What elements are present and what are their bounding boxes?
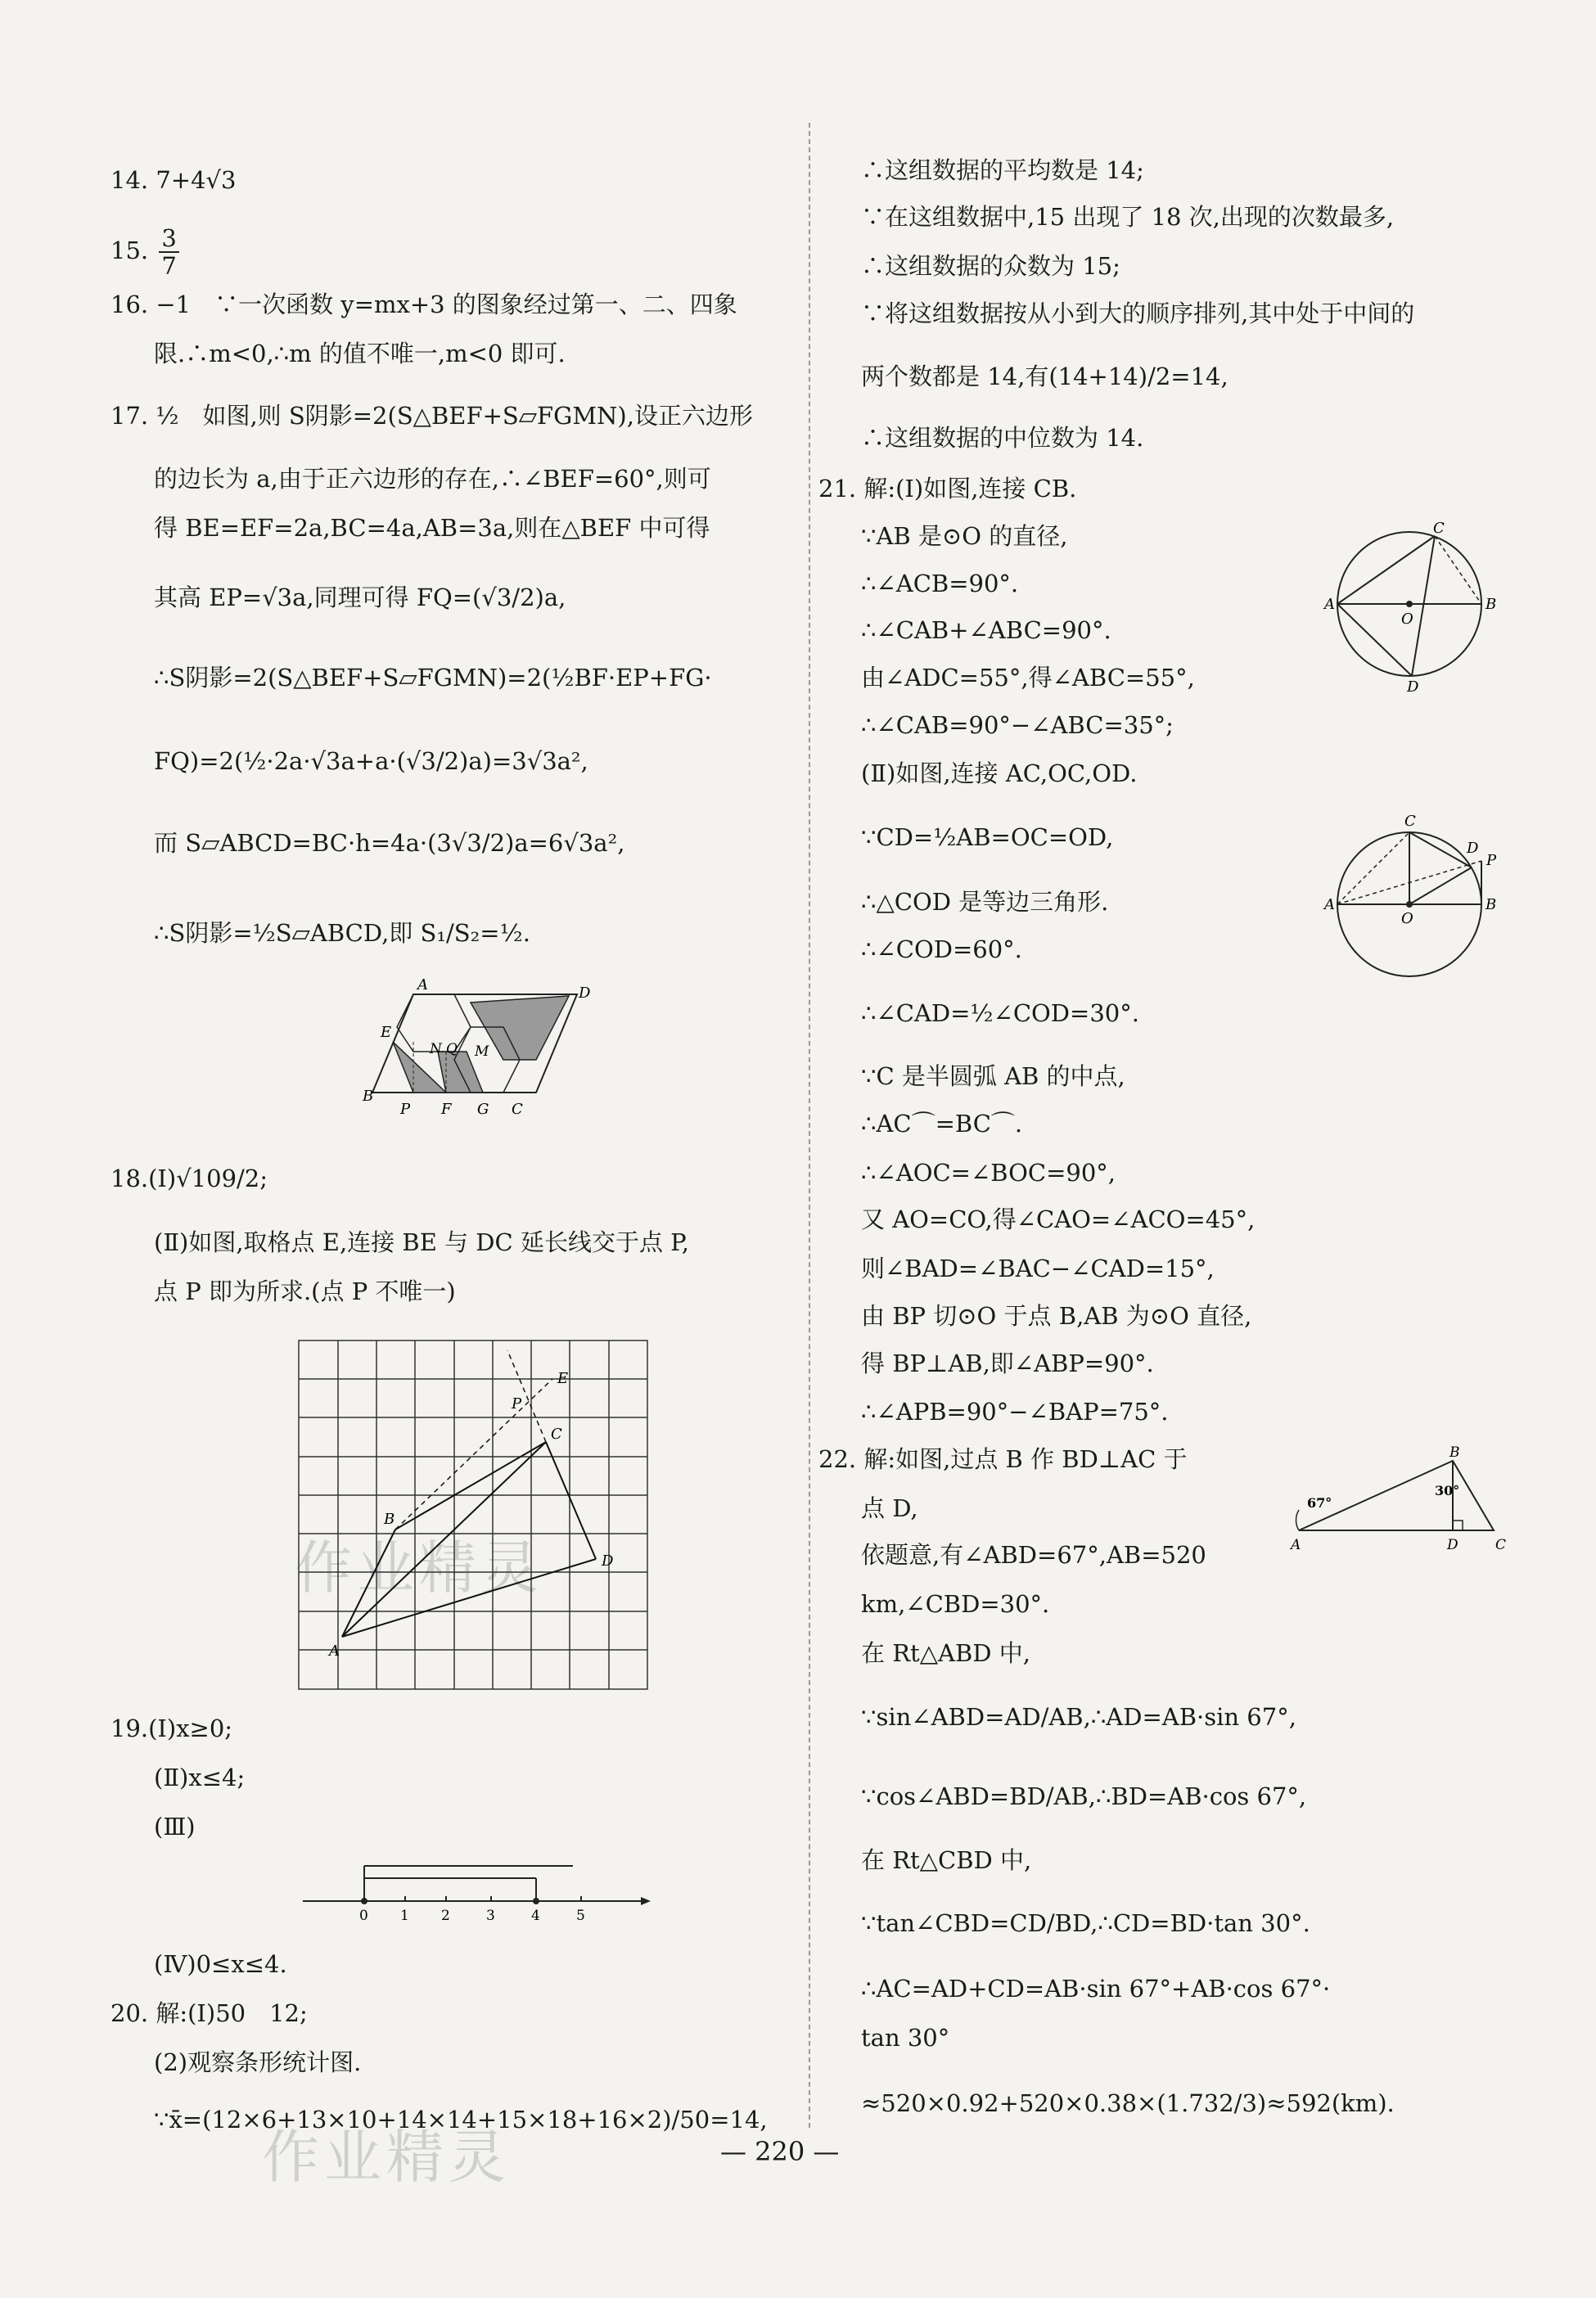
answer-20-median-calc: 两个数都是 14,有(14+14)/2=14,	[861, 363, 1229, 390]
answer-19-line1: 19.(Ⅰ)x≥0;	[110, 1714, 233, 1742]
watermark: 作业精灵	[295, 1534, 543, 1602]
hex-label-M: M	[475, 1043, 489, 1060]
answer-22-line5: 在 Rt△ABD 中,	[861, 1639, 1030, 1667]
answer-14: 14. 7+4√3	[110, 166, 237, 194]
answer-20-median-reason: ∵将这组数据按从小到大的顺序排列,其中处于中间的	[861, 300, 1415, 327]
answer-21-line10: ∴∠COD=60°.	[861, 935, 1022, 963]
answer-22-line10: ∴AC=AD+CD=AB·sin 67°+AB·cos 67°·	[861, 1975, 1331, 2003]
circle2-label-O: O	[1401, 910, 1413, 927]
answer-21-line6: ∴∠CAB=90°−∠ABC=35°;	[861, 711, 1174, 739]
hex-label-D: D	[579, 985, 591, 1002]
answer-22-line8: 在 Rt△CBD 中,	[861, 1846, 1032, 1874]
page-number: — 220 —	[720, 2136, 840, 2167]
answer-22-line3: 依题意,有∠ABD=67°,AB=520	[861, 1541, 1206, 1569]
triangle-angle-30: 30°	[1435, 1483, 1460, 1498]
answer-22-line7: ∵cos∠ABD=BD/AB,∴BD=AB·cos 67°,	[861, 1782, 1307, 1810]
triangle-label-A: A	[1291, 1537, 1301, 1553]
answer-20-mode: ∴这组数据的众数为 15;	[861, 252, 1120, 280]
watermark-bottom: 作业精灵	[262, 2124, 511, 2191]
triangle-angle-67: 67°	[1307, 1495, 1332, 1511]
grid-label-A: A	[329, 1642, 340, 1660]
answer-21-line12: ∵C 是半圆弧 AB 的中点,	[861, 1062, 1125, 1090]
answer-15-label: 15.	[110, 237, 149, 264]
answer-20-line2: (2)观察条形统计图.	[154, 2048, 362, 2076]
answer-21-line5: 由∠ADC=55°,得∠ABC=55°,	[861, 664, 1195, 692]
answer-18-line1: 18.(Ⅰ)√109/2;	[110, 1165, 268, 1192]
column-divider	[809, 123, 810, 2128]
circle2-label-C: C	[1404, 813, 1416, 830]
answer-21-line9: ∴△COD 是等边三角形.	[861, 888, 1109, 916]
answer-21-line16: 则∠BAD=∠BAC−∠CAD=15°,	[861, 1255, 1215, 1282]
answer-22-line12: ≈520×0.92+520×0.38×(1.732/3)≈592(km).	[861, 2089, 1395, 2117]
answer-21-line1: 21. 解:(Ⅰ)如图,连接 CB.	[818, 475, 1077, 502]
answer-21-line7: (Ⅱ)如图,连接 AC,OC,OD.	[861, 759, 1138, 787]
answer-16-line2: 限.∴m<0,∴m 的值不唯一,m<0 即可.	[154, 340, 566, 367]
numberline-label-4: 4	[531, 1908, 540, 1924]
circle-figure-1	[1326, 522, 1506, 694]
hex-label-C: C	[512, 1101, 523, 1118]
numberline-label-3: 3	[486, 1908, 495, 1924]
grid-label-E: E	[557, 1370, 569, 1387]
answer-17-line6: FQ)=2(½·2a·√3a+a·(√3/2)a)=3√3a²,	[154, 747, 588, 775]
answer-17-line8: ∴S阴影=½S▱ABCD,即 S₁/S₂=½.	[154, 919, 530, 947]
hex-label-N: N	[430, 1041, 442, 1057]
answer-22-line9: ∵tan∠CBD=CD/BD,∴CD=BD·tan 30°.	[861, 1909, 1310, 1937]
answer-19-line3: (Ⅲ)	[154, 1813, 196, 1841]
grid-label-D: D	[602, 1552, 614, 1570]
hex-label-F: F	[441, 1101, 452, 1118]
answer-21-line8: ∵CD=½AB=OC=OD,	[861, 823, 1114, 851]
circle1-label-A: A	[1324, 596, 1335, 613]
answer-21-line13: ∴AC⌒=BC⌒.	[861, 1110, 1023, 1138]
answer-15-fraction: $\frac{3}{7}$	[159, 225, 178, 279]
numberline-label-1: 1	[400, 1908, 409, 1924]
triangle-label-C: C	[1495, 1537, 1507, 1553]
hexagon-parallelogram-figure	[364, 978, 610, 1125]
numberline-label-0: 0	[359, 1908, 368, 1924]
numberline-label-2: 2	[441, 1908, 450, 1924]
circle2-label-B: B	[1486, 896, 1497, 913]
circle-figure-2	[1326, 810, 1506, 974]
answer-22-line2: 点 D,	[861, 1494, 918, 1522]
answer-17-line4: 其高 EP=√3a,同理可得 FQ=(√3/2)a,	[154, 584, 566, 611]
circle2-label-P: P	[1486, 852, 1497, 869]
answer-20-line1: 20. 解:(Ⅰ)50 12;	[110, 1999, 308, 2027]
triangle-label-D: D	[1447, 1537, 1458, 1553]
answer-21-line17: 由 BP 切⊙O 于点 B,AB 为⊙O 直径,	[861, 1302, 1252, 1330]
answer-18-line3: 点 P 即为所求.(点 P 不唯一)	[154, 1277, 456, 1305]
answer-16-line1: 16. −1 ∵一次函数 y=mx+3 的图象经过第一、二、四象	[110, 291, 737, 318]
hex-label-A: A	[417, 976, 428, 994]
grid-figure	[291, 1334, 659, 1702]
answer-20-mean: ∴这组数据的平均数是 14;	[861, 156, 1144, 184]
circle1-label-D: D	[1407, 678, 1419, 696]
answer-21-line15: 又 AO=CO,得∠CAO=∠ACO=45°,	[861, 1205, 1256, 1233]
answer-21-line14: ∴∠AOC=∠BOC=90°,	[861, 1159, 1116, 1187]
circle1-label-B: B	[1486, 596, 1497, 613]
answer-19-line4: (Ⅳ)0≤x≤4.	[154, 1950, 287, 1978]
triangle-label-B: B	[1449, 1444, 1460, 1461]
answer-22-line4: km,∠CBD=30°.	[861, 1590, 1050, 1618]
circle2-label-D: D	[1467, 840, 1479, 857]
grid-label-P: P	[512, 1395, 522, 1413]
answer-17-line7: 而 S▱ABCD=BC·h=4a·(3√3/2)a=6√3a²,	[154, 829, 625, 857]
triangle-figure	[1289, 1444, 1506, 1559]
answer-15	[110, 225, 183, 279]
answer-17-line3: 得 BE=EF=2a,BC=4a,AB=3a,则在△BEF 中可得	[154, 514, 710, 542]
circle1-label-O: O	[1401, 611, 1413, 628]
hex-label-B: B	[363, 1088, 374, 1105]
numberline-label-5: 5	[576, 1908, 585, 1924]
hex-label-E: E	[381, 1024, 392, 1041]
answer-20-mode-reason: ∵在这组数据中,15 出现了 18 次,出现的次数最多,	[861, 203, 1395, 231]
answer-21-line18: 得 BP⊥AB,即∠ABP=90°.	[861, 1350, 1154, 1377]
answer-22-line6: ∵sin∠ABD=AD/AB,∴AD=AB·sin 67°,	[861, 1703, 1296, 1731]
answer-20-median: ∴这组数据的中位数为 14.	[861, 424, 1144, 452]
answer-19-line2: (Ⅱ)x≤4;	[154, 1764, 246, 1791]
hex-label-Q: Q	[446, 1041, 458, 1057]
number-line-figure	[299, 1858, 651, 1923]
answer-21-line11: ∴∠CAD=½∠COD=30°.	[861, 999, 1139, 1027]
circle1-label-C: C	[1433, 520, 1445, 537]
circle2-label-A: A	[1324, 896, 1335, 913]
hex-label-P: P	[400, 1101, 411, 1118]
grid-label-B: B	[384, 1511, 395, 1528]
answer-18-line2: (Ⅱ)如图,取格点 E,连接 BE 与 DC 延长线交于点 P,	[154, 1228, 690, 1256]
answer-21-line3: ∴∠ACB=90°.	[861, 570, 1019, 597]
answer-20-line3: ∵x̄=(12×6+13×10+14×14+15×18+16×2)/50=14,	[154, 2106, 768, 2134]
answer-21-line19: ∴∠APB=90°−∠BAP=75°.	[861, 1398, 1169, 1426]
answer-22-line11: tan 30°	[861, 2024, 950, 2052]
answer-17-line2: 的边长为 a,由于正六边形的存在,∴∠BEF=60°,则可	[154, 465, 711, 493]
answer-21-line2: ∵AB 是⊙O 的直径,	[861, 522, 1068, 550]
answer-21-line4: ∴∠CAB+∠ABC=90°.	[861, 616, 1111, 644]
grid-label-C: C	[551, 1426, 562, 1443]
answer-17-line5: ∴S阴影=2(S△BEF+S▱FGMN)=2(½BF·EP+FG·	[154, 664, 712, 692]
hex-label-G: G	[477, 1101, 489, 1118]
answer-22-line1: 22. 解:如图,过点 B 作 BD⊥AC 于	[818, 1445, 1188, 1473]
answer-17-line1: 17. ½ 如图,则 S阴影=2(S△BEF+S▱FGMN),设正六边形	[110, 402, 753, 430]
